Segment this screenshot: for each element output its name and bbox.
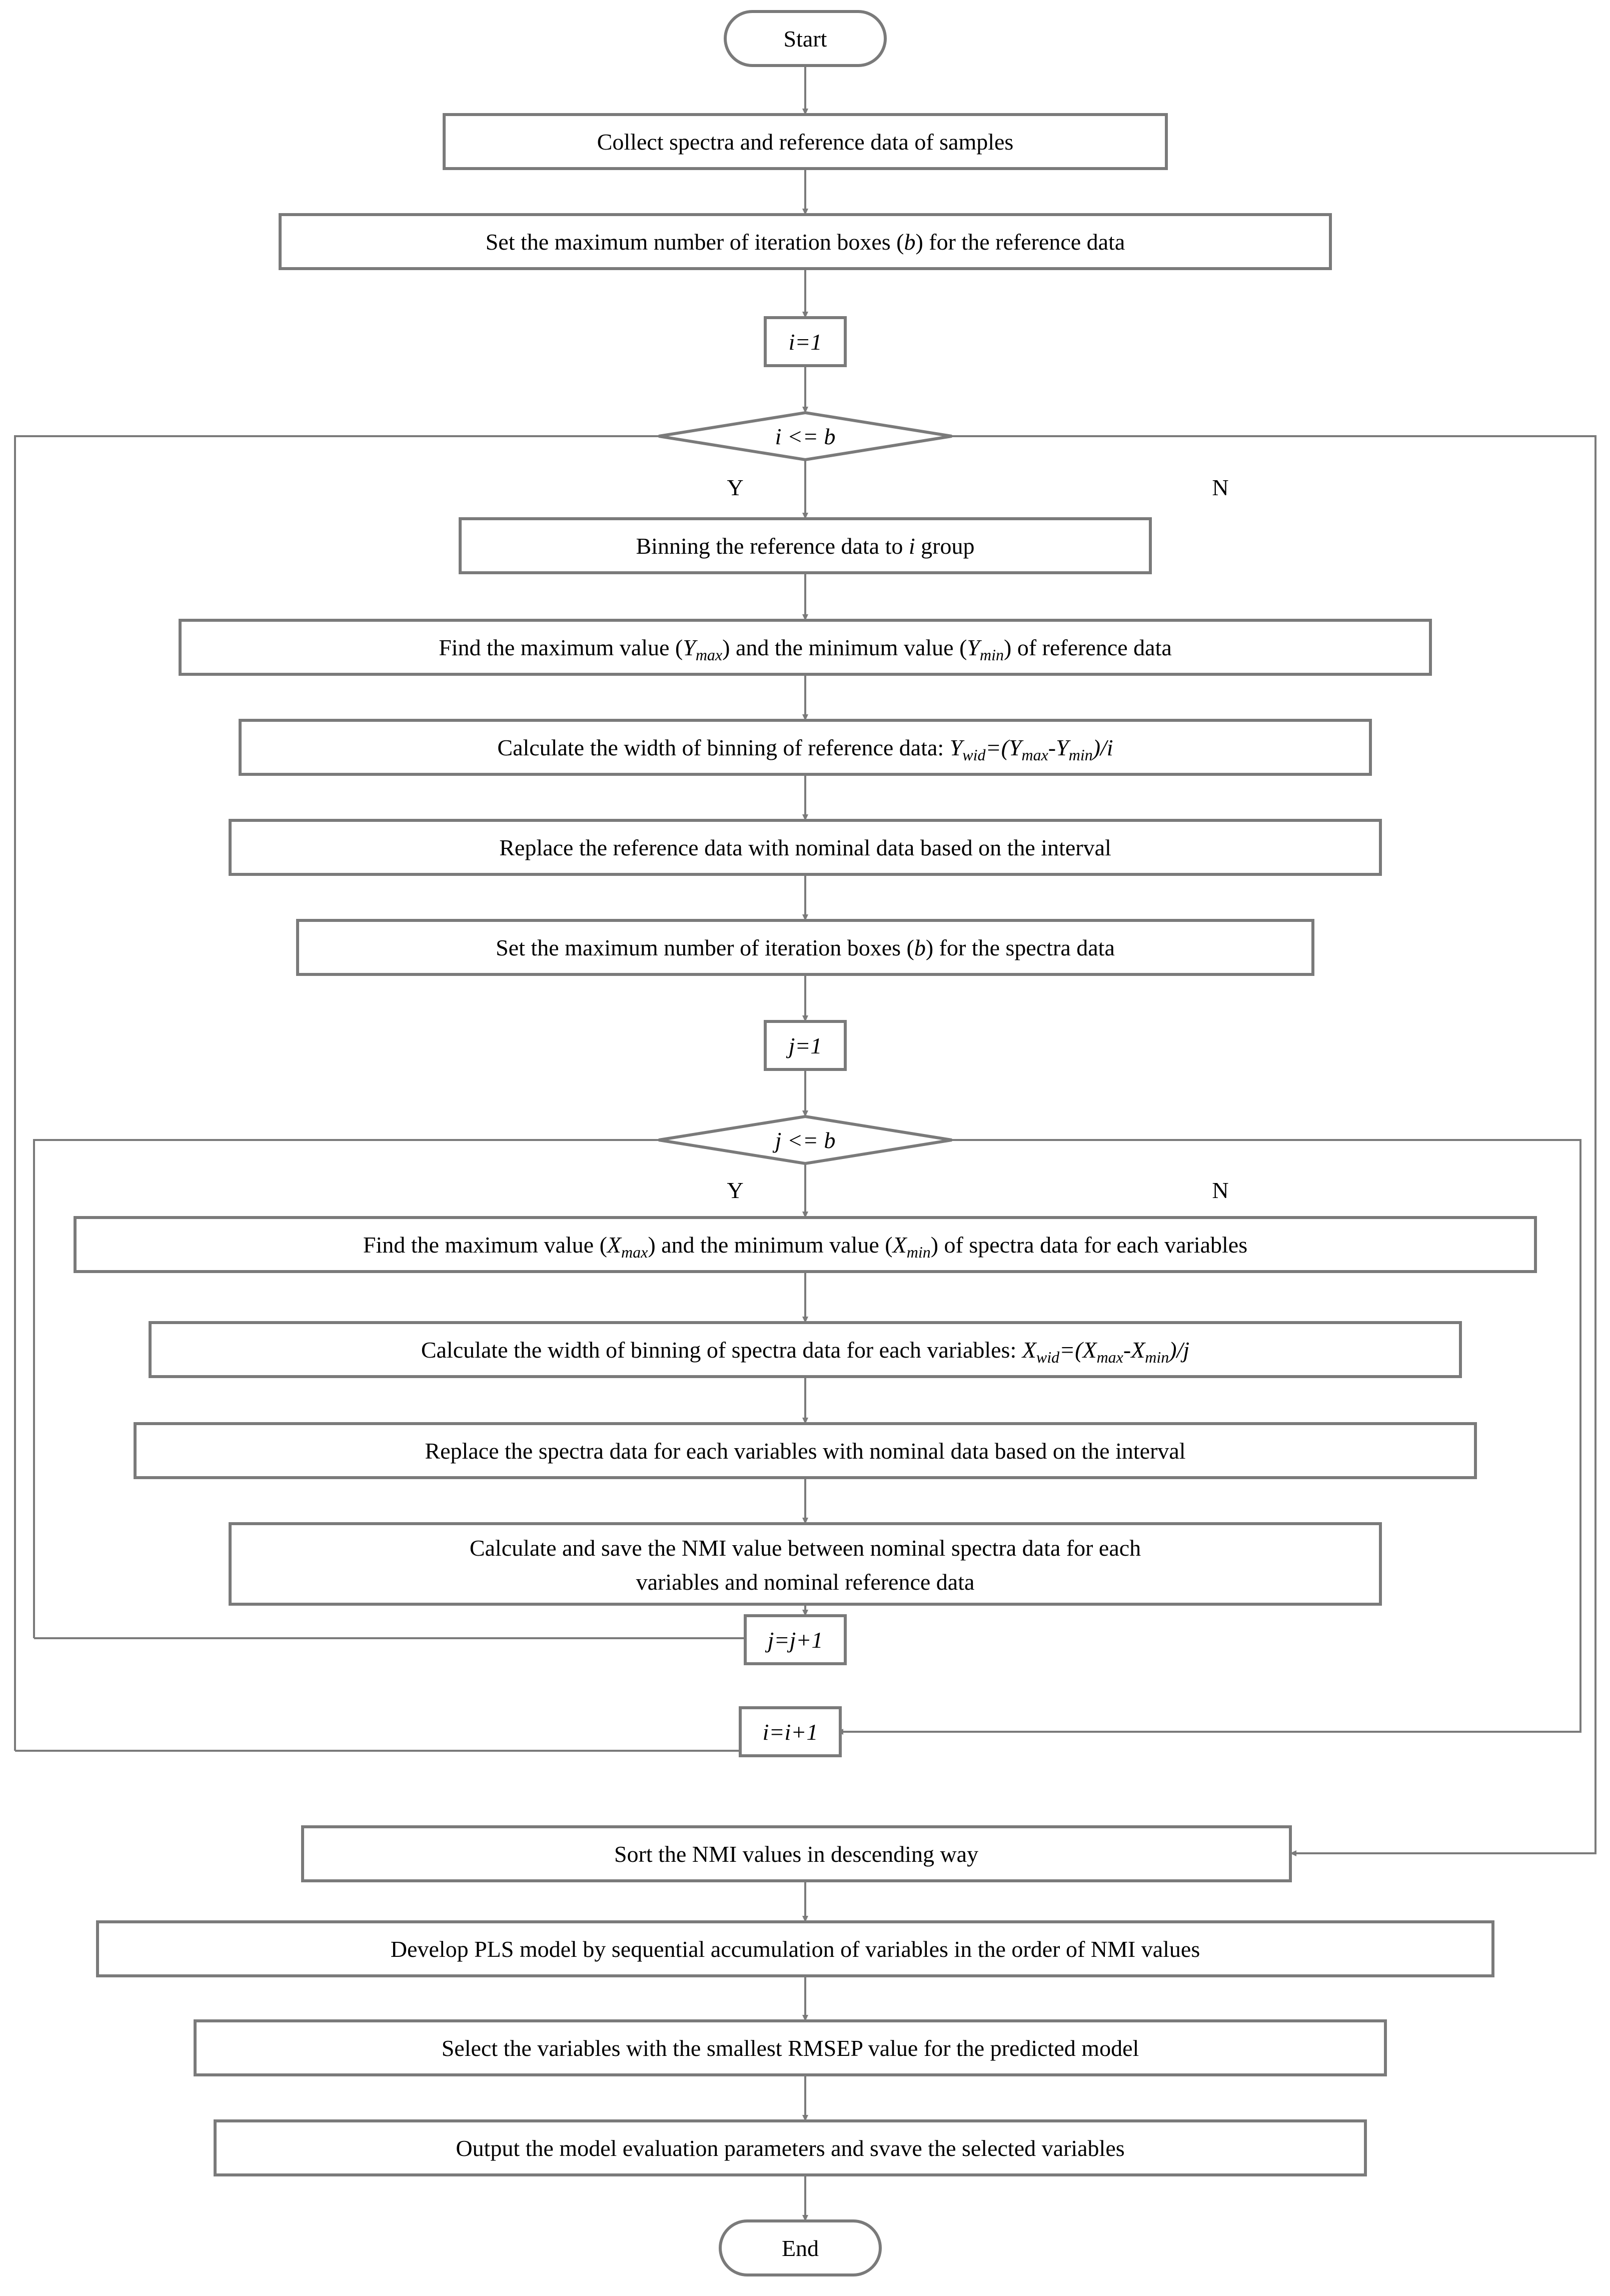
node-layer xyxy=(75,12,1535,2275)
node-find-x[interactable] xyxy=(75,1218,1535,1272)
node-j-increment-label: j=j+1 xyxy=(767,1627,823,1653)
edge-label-inner-no: N xyxy=(1212,1178,1229,1203)
node-replace-spectra-label: Replace the spectra data for each variables with nominal data based on the interval xyxy=(425,1438,1186,1464)
node-replace-reference[interactable] xyxy=(230,820,1380,874)
node-collect[interactable] xyxy=(444,115,1166,169)
node-find-y[interactable] xyxy=(180,620,1430,674)
node-binning[interactable] xyxy=(460,519,1150,573)
node-set-b-spectra-label: Set the maximum number of iteration boxes (b) for the spectra data xyxy=(496,935,1115,960)
node-select-variables-label: Select the variables with the smallest RMSEP value for the predicted model xyxy=(441,2035,1139,2061)
node-find-x-label: Find the maximum value $(X_{max})$ and the minimum value $(X_{min})$ of spectra data for each variables xyxy=(363,1232,1248,1261)
node-output-label: Output the model evaluation parameters and svave the selected variables xyxy=(456,2135,1125,2161)
node-i-init[interactable] xyxy=(765,318,845,366)
node-set-b-reference[interactable] xyxy=(280,215,1330,269)
node-start-label: Start xyxy=(783,26,827,52)
node-end-label: End xyxy=(781,2235,819,2261)
node-find-y-label: Find the maximum value $(Y_{max})$ and the minimum value $(Y_{min})$ of reference data xyxy=(439,635,1172,664)
node-binning-label: Binning the reference data to i group xyxy=(636,533,975,559)
node-calc-xwid-label: Calculate the width of binning of spectra data for each variables: $X_{wid}=(X_{max}-X_{min})/j$ xyxy=(421,1337,1190,1366)
node-j-init[interactable] xyxy=(765,1021,845,1069)
node-replace-spectra[interactable] xyxy=(135,1424,1475,1478)
node-calc-nmi-line1: Calculate and save the NMI value between nominal spectra data for each xyxy=(469,1535,1141,1561)
edge-label-outer-no: N xyxy=(1212,475,1229,500)
node-calc-ywid-label: Calculate the width of binning of reference data: $Y_{wid}=(Y_{max}-Y_{min})/i$ xyxy=(497,735,1113,764)
node-condition-i[interactable] xyxy=(659,413,952,460)
node-select-variables[interactable] xyxy=(195,2021,1385,2075)
edge-label-outer-yes: Y xyxy=(727,475,744,500)
node-condition-i-label: i <= b xyxy=(775,424,836,449)
node-calc-ywid[interactable] xyxy=(240,720,1370,774)
node-calc-nmi[interactable] xyxy=(230,1524,1380,1604)
node-j-increment[interactable] xyxy=(745,1616,845,1664)
node-end[interactable] xyxy=(720,2221,880,2275)
node-j-init-label: j=1 xyxy=(788,1033,822,1058)
node-calc-xwid[interactable] xyxy=(150,1323,1460,1377)
node-i-increment-label: i=i+1 xyxy=(762,1719,818,1745)
node-set-b-reference-label: Set the maximum number of iteration boxes (b) for the reference data xyxy=(485,229,1125,255)
node-collect-label: Collect spectra and reference data of samples xyxy=(597,129,1014,155)
node-replace-reference-label: Replace the reference data with nominal data based on the interval xyxy=(499,835,1111,860)
node-output[interactable] xyxy=(215,2121,1365,2175)
node-develop-pls[interactable] xyxy=(98,1922,1493,1976)
edge-label-inner-yes: Y xyxy=(727,1178,744,1203)
node-i-init-label: i=1 xyxy=(788,329,822,355)
node-sort-nmi-label: Sort the NMI values in descending way xyxy=(614,1841,979,1867)
node-calc-nmi-line2: variables and nominal reference data xyxy=(636,1569,975,1595)
node-condition-j-label: j <= b xyxy=(775,1127,836,1153)
node-sort-nmi[interactable] xyxy=(303,1827,1290,1881)
node-start[interactable] xyxy=(725,12,885,66)
node-condition-j[interactable] xyxy=(659,1116,952,1164)
node-set-b-spectra[interactable] xyxy=(298,920,1313,974)
node-develop-pls-label: Develop PLS model by sequential accumulation of variables in the order of NMI values xyxy=(390,1936,1200,1962)
node-i-increment[interactable] xyxy=(740,1708,840,1756)
